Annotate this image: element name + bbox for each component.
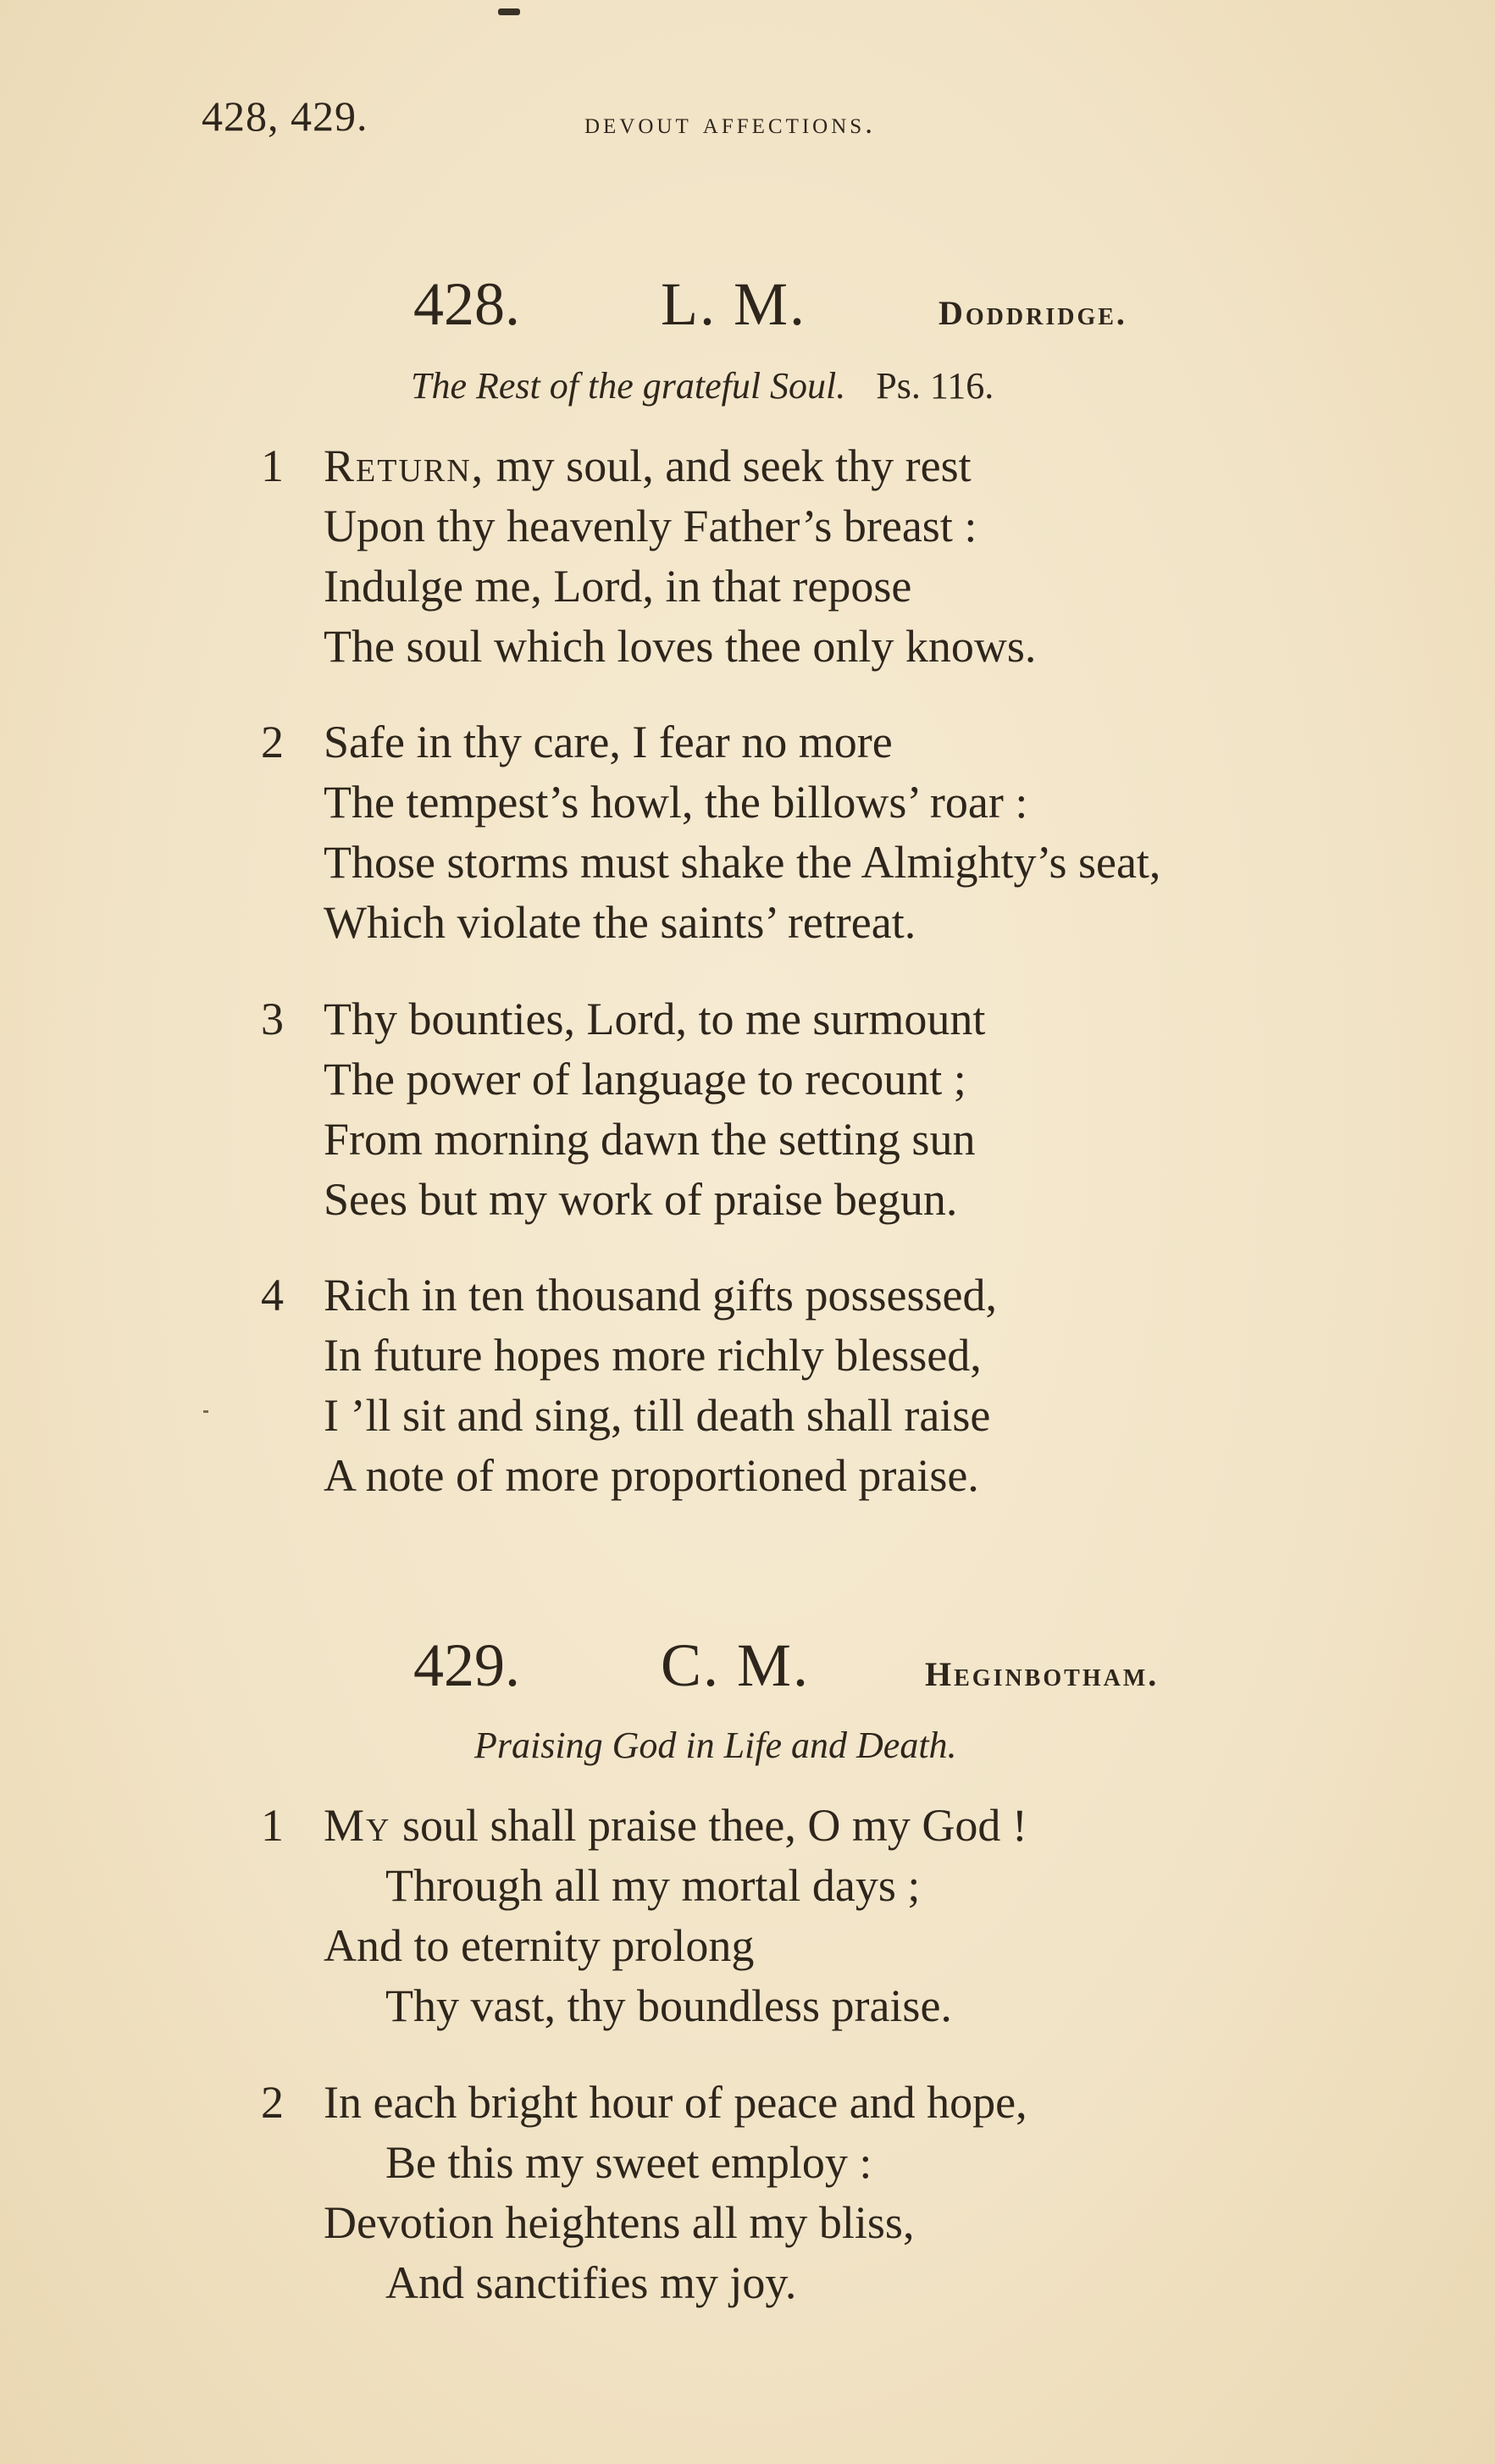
ink-mark — [498, 8, 520, 15]
stanza-number: 2 — [261, 2077, 284, 2128]
margin-speck — [203, 1410, 208, 1413]
verse-line: Upon thy heavenly Father’s breast : — [324, 501, 977, 551]
verse-line: Indulge me, Lord, in that repose — [324, 561, 912, 612]
verse-line: Through all my mortal days ; — [385, 1860, 921, 1911]
verse-line: A note of more proportioned praise. — [324, 1450, 979, 1501]
running-head — [0, 91, 1495, 142]
verse-line: From morning dawn the setting sun — [324, 1114, 976, 1165]
verse-line: Devotion heightens all my bliss, — [324, 2197, 915, 2248]
verse-line: I ’ll sit and sing, till death shall raise — [324, 1390, 991, 1441]
stanza-number: 3 — [261, 994, 284, 1044]
hymn-number: 428. — [413, 270, 520, 338]
verse-line: In future hopes more richly blessed, — [324, 1330, 982, 1381]
verse-line: The soul which loves thee only knows. — [324, 621, 1037, 672]
page-numbers: 428, 429. — [202, 92, 368, 140]
stanza-number: 2 — [261, 717, 284, 767]
hymn-author: Doddridge. — [939, 294, 1127, 332]
line-rest: my soul, and seek thy rest — [484, 440, 972, 491]
subtitle-text: Praising God in Life and Death. — [474, 1725, 957, 1766]
verse-line: Sees but my work of praise begun. — [324, 1174, 958, 1225]
hymn-meter: C. M. — [661, 1631, 811, 1699]
verse-line: Rich in ten thousand gifts possessed, — [324, 1270, 997, 1321]
verse-line: Those storms must shake the Almighty’s seat, — [324, 837, 1161, 888]
hymn-subtitle — [411, 364, 1495, 407]
verse-line: Safe in thy care, I fear no more — [324, 717, 893, 767]
verse-line: Thy vast, thy boundless praise. — [385, 1980, 952, 2031]
hymn-author: Heginbotham. — [925, 1655, 1160, 1693]
verse-line: Be this my sweet employ : — [385, 2137, 872, 2188]
verse-line: And sanctifies my joy. — [385, 2257, 797, 2308]
psalm-reference: Ps. 116. — [876, 365, 994, 407]
subtitle-text: The Rest of the grateful Soul. — [411, 365, 846, 407]
stanza-number: 1 — [261, 440, 284, 491]
first-word: Return, — [324, 440, 485, 491]
first-word: My — [324, 1800, 391, 1851]
verse-line: Which violate the saints’ retreat. — [324, 897, 916, 948]
hymn-subtitle — [474, 1724, 1495, 1767]
verse-line: Thy bounties, Lord, to me surmount — [324, 994, 986, 1044]
running-title: devout affections. — [584, 106, 877, 140]
stanza-number: 4 — [261, 1270, 284, 1321]
verse-line — [324, 1796, 1027, 1856]
verse-line: The power of language to recount ; — [324, 1054, 966, 1105]
verse-line: And to eternity prolong — [324, 1920, 755, 1971]
stanza-number: 1 — [261, 1800, 284, 1851]
hymn-header — [0, 269, 1495, 346]
hymn-header — [0, 1631, 1495, 1707]
hymn-number: 429. — [413, 1631, 520, 1699]
hymn-meter: L. M. — [661, 270, 806, 338]
verse-line: The tempest’s howl, the billows’ roar : — [324, 777, 1028, 828]
line-rest: soul shall praise thee, O my God ! — [390, 1800, 1027, 1851]
verse-line — [324, 436, 972, 496]
verse-line: In each bright hour of peace and hope, — [324, 2077, 1027, 2128]
